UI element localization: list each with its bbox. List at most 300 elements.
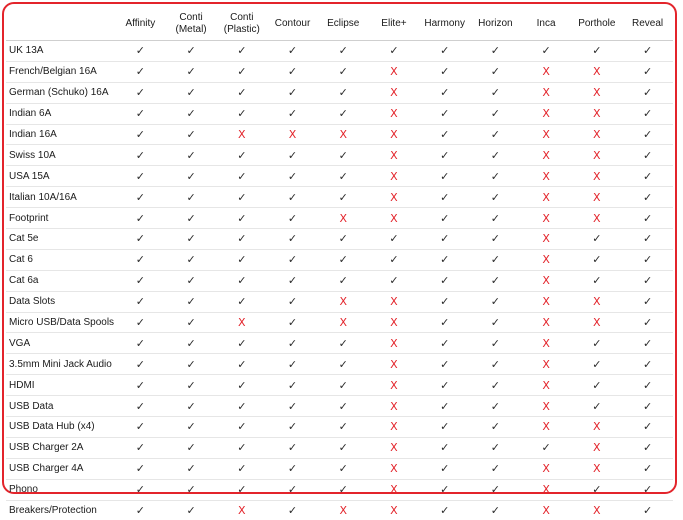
table-row: [6, 375, 673, 396]
support-cell: [622, 375, 673, 396]
support-cell: [369, 41, 420, 62]
cross-mark-icon: X: [542, 462, 550, 475]
support-cell: [470, 82, 521, 103]
support-cell: [470, 417, 521, 438]
support-cell: [267, 61, 318, 82]
support-cell: [318, 333, 369, 354]
table-row: [6, 103, 673, 124]
support-cell: [115, 187, 166, 208]
cross-mark-icon: X: [390, 128, 398, 141]
support-cell: [166, 291, 217, 312]
support-cell: [521, 166, 572, 187]
row-label: USB Charger 2A: [6, 437, 115, 458]
check-mark-icon: ✓: [542, 441, 551, 454]
check-mark-icon: ✓: [339, 107, 348, 120]
check-mark-icon: ✓: [643, 232, 652, 245]
check-mark-icon: ✓: [136, 149, 145, 162]
support-cell: [470, 103, 521, 124]
check-mark-icon: ✓: [491, 212, 500, 225]
check-mark-icon: ✓: [643, 462, 652, 475]
support-cell: [521, 145, 572, 166]
check-mark-icon: ✓: [136, 337, 145, 350]
check-mark-icon: ✓: [186, 379, 195, 392]
column-header: Conti (Plastic): [216, 8, 267, 41]
check-mark-icon: ✓: [288, 170, 297, 183]
check-mark-icon: ✓: [592, 379, 601, 392]
support-cell: [318, 500, 369, 520]
check-mark-icon: ✓: [643, 295, 652, 308]
check-mark-icon: ✓: [288, 107, 297, 120]
support-cell: [622, 145, 673, 166]
cross-mark-icon: X: [390, 107, 398, 120]
support-cell: [419, 208, 470, 229]
row-label: Swiss 10A: [6, 145, 115, 166]
support-cell: [267, 124, 318, 145]
support-cell: [622, 229, 673, 250]
support-cell: [419, 354, 470, 375]
cross-mark-icon: X: [390, 212, 398, 225]
support-cell: [419, 145, 470, 166]
cross-mark-icon: X: [390, 504, 398, 517]
support-cell: [622, 41, 673, 62]
cross-mark-icon: X: [542, 232, 550, 245]
check-mark-icon: ✓: [592, 274, 601, 287]
check-mark-icon: ✓: [288, 191, 297, 204]
check-mark-icon: ✓: [288, 316, 297, 329]
check-mark-icon: ✓: [237, 358, 246, 371]
check-mark-icon: ✓: [237, 232, 246, 245]
support-cell: [521, 354, 572, 375]
check-mark-icon: ✓: [136, 483, 145, 496]
cross-mark-icon: X: [390, 483, 398, 496]
support-cell: [622, 396, 673, 417]
check-mark-icon: ✓: [440, 65, 449, 78]
support-cell: [521, 187, 572, 208]
support-cell: [318, 187, 369, 208]
column-header: Porthole: [571, 8, 622, 41]
check-mark-icon: ✓: [440, 441, 449, 454]
column-header: Elite+: [369, 8, 420, 41]
support-cell: [470, 124, 521, 145]
support-cell: [622, 61, 673, 82]
support-cell: [419, 291, 470, 312]
check-mark-icon: ✓: [440, 504, 449, 517]
check-mark-icon: ✓: [339, 170, 348, 183]
cross-mark-icon: X: [593, 128, 601, 141]
support-cell: [521, 291, 572, 312]
check-mark-icon: ✓: [186, 149, 195, 162]
check-mark-icon: ✓: [237, 191, 246, 204]
check-mark-icon: ✓: [288, 274, 297, 287]
support-cell: [521, 312, 572, 333]
support-cell: [216, 333, 267, 354]
check-mark-icon: ✓: [186, 462, 195, 475]
table-row: [6, 61, 673, 82]
check-mark-icon: ✓: [592, 232, 601, 245]
support-cell: [369, 229, 420, 250]
support-cell: [267, 437, 318, 458]
check-mark-icon: ✓: [643, 149, 652, 162]
support-cell: [267, 270, 318, 291]
check-mark-icon: ✓: [491, 253, 500, 266]
support-cell: [166, 417, 217, 438]
row-label: Cat 5e: [6, 229, 115, 250]
cross-mark-icon: X: [542, 170, 550, 183]
support-cell: [521, 103, 572, 124]
support-cell: [470, 354, 521, 375]
support-cell: [622, 187, 673, 208]
support-cell: [115, 396, 166, 417]
support-cell: [369, 396, 420, 417]
table-row: [6, 41, 673, 62]
support-cell: [166, 375, 217, 396]
support-cell: [521, 270, 572, 291]
row-label: USB Data: [6, 396, 115, 417]
row-label: French/Belgian 16A: [6, 61, 115, 82]
check-mark-icon: ✓: [136, 295, 145, 308]
support-cell: [369, 312, 420, 333]
cross-mark-icon: X: [542, 504, 550, 517]
support-cell: [267, 82, 318, 103]
row-label: Cat 6: [6, 249, 115, 270]
check-mark-icon: ✓: [237, 170, 246, 183]
support-cell: [318, 145, 369, 166]
support-cell: [115, 82, 166, 103]
check-mark-icon: ✓: [237, 65, 246, 78]
check-mark-icon: ✓: [491, 107, 500, 120]
support-cell: [419, 249, 470, 270]
table-row: [6, 500, 673, 520]
cross-mark-icon: X: [238, 128, 246, 141]
check-mark-icon: ✓: [136, 86, 145, 99]
check-mark-icon: ✓: [491, 232, 500, 245]
check-mark-icon: ✓: [288, 441, 297, 454]
check-mark-icon: ✓: [440, 191, 449, 204]
check-mark-icon: ✓: [186, 295, 195, 308]
row-label: Data Slots: [6, 291, 115, 312]
check-mark-icon: ✓: [186, 400, 195, 413]
check-mark-icon: ✓: [288, 358, 297, 371]
support-cell: [419, 500, 470, 520]
support-cell: [267, 229, 318, 250]
support-cell: [419, 187, 470, 208]
support-cell: [521, 208, 572, 229]
support-cell: [216, 124, 267, 145]
support-cell: [470, 458, 521, 479]
support-cell: [267, 145, 318, 166]
check-mark-icon: ✓: [136, 253, 145, 266]
support-cell: [216, 103, 267, 124]
check-mark-icon: ✓: [136, 358, 145, 371]
column-header: Conti (Metal): [166, 8, 217, 41]
row-label: USB Charger 4A: [6, 458, 115, 479]
check-mark-icon: ✓: [339, 441, 348, 454]
check-mark-icon: ✓: [136, 191, 145, 204]
row-label: 3.5mm Mini Jack Audio: [6, 354, 115, 375]
support-cell: [622, 270, 673, 291]
support-cell: [419, 375, 470, 396]
check-mark-icon: ✓: [136, 44, 145, 57]
cross-mark-icon: X: [390, 400, 398, 413]
support-cell: [216, 229, 267, 250]
check-mark-icon: ✓: [643, 191, 652, 204]
cross-mark-icon: X: [542, 128, 550, 141]
check-mark-icon: ✓: [237, 295, 246, 308]
comparison-table-frame: [2, 2, 677, 494]
support-cell: [115, 270, 166, 291]
check-mark-icon: ✓: [389, 274, 398, 287]
check-mark-icon: ✓: [440, 316, 449, 329]
check-mark-icon: ✓: [339, 358, 348, 371]
check-mark-icon: ✓: [643, 483, 652, 496]
check-mark-icon: ✓: [237, 44, 246, 57]
check-mark-icon: ✓: [288, 253, 297, 266]
support-cell: [115, 41, 166, 62]
support-cell: [166, 312, 217, 333]
cross-mark-icon: X: [390, 358, 398, 371]
support-cell: [216, 479, 267, 500]
support-cell: [216, 145, 267, 166]
check-mark-icon: ✓: [288, 212, 297, 225]
check-mark-icon: ✓: [186, 420, 195, 433]
check-mark-icon: ✓: [491, 170, 500, 183]
support-cell: [521, 333, 572, 354]
cross-mark-icon: X: [289, 128, 297, 141]
check-mark-icon: ✓: [542, 44, 551, 57]
support-cell: [521, 500, 572, 520]
check-mark-icon: ✓: [643, 212, 652, 225]
check-mark-icon: ✓: [136, 462, 145, 475]
check-mark-icon: ✓: [592, 400, 601, 413]
support-cell: [571, 291, 622, 312]
check-mark-icon: ✓: [186, 337, 195, 350]
support-cell: [267, 479, 318, 500]
table-body: [6, 41, 673, 520]
row-label: Italian 10A/16A: [6, 187, 115, 208]
check-mark-icon: ✓: [186, 86, 195, 99]
cross-mark-icon: X: [390, 149, 398, 162]
table-row: [6, 437, 673, 458]
check-mark-icon: ✓: [186, 191, 195, 204]
check-mark-icon: ✓: [491, 504, 500, 517]
check-mark-icon: ✓: [643, 128, 652, 141]
table-row: [6, 166, 673, 187]
check-mark-icon: ✓: [440, 358, 449, 371]
check-mark-icon: ✓: [491, 65, 500, 78]
support-cell: [571, 417, 622, 438]
cross-mark-icon: X: [390, 191, 398, 204]
support-cell: [166, 103, 217, 124]
support-cell: [571, 61, 622, 82]
check-mark-icon: ✓: [440, 483, 449, 496]
cross-mark-icon: X: [542, 107, 550, 120]
check-mark-icon: ✓: [339, 337, 348, 350]
check-mark-icon: ✓: [491, 483, 500, 496]
support-cell: [267, 41, 318, 62]
support-cell: [419, 333, 470, 354]
support-cell: [571, 437, 622, 458]
cross-mark-icon: X: [542, 379, 550, 392]
support-cell: [166, 500, 217, 520]
support-cell: [521, 229, 572, 250]
check-mark-icon: ✓: [440, 86, 449, 99]
support-cell: [369, 354, 420, 375]
table-row: [6, 145, 673, 166]
check-mark-icon: ✓: [186, 170, 195, 183]
check-mark-icon: ✓: [288, 86, 297, 99]
support-cell: [318, 61, 369, 82]
check-mark-icon: ✓: [136, 420, 145, 433]
support-cell: [318, 479, 369, 500]
support-cell: [115, 229, 166, 250]
check-mark-icon: ✓: [339, 191, 348, 204]
table-row: [6, 82, 673, 103]
support-cell: [166, 479, 217, 500]
check-mark-icon: ✓: [288, 462, 297, 475]
support-cell: [470, 500, 521, 520]
support-cell: [571, 229, 622, 250]
support-cell: [166, 249, 217, 270]
support-cell: [115, 291, 166, 312]
check-mark-icon: ✓: [643, 420, 652, 433]
check-mark-icon: ✓: [440, 170, 449, 183]
check-mark-icon: ✓: [643, 274, 652, 287]
row-label: Micro USB/Data Spools: [6, 312, 115, 333]
support-cell: [318, 270, 369, 291]
check-mark-icon: ✓: [237, 379, 246, 392]
support-cell: [115, 479, 166, 500]
check-mark-icon: ✓: [288, 337, 297, 350]
support-cell: [216, 291, 267, 312]
support-cell: [267, 396, 318, 417]
cross-mark-icon: X: [390, 295, 398, 308]
cross-mark-icon: X: [542, 86, 550, 99]
column-header: Affinity: [115, 8, 166, 41]
support-cell: [166, 270, 217, 291]
support-cell: [470, 479, 521, 500]
support-cell: [166, 124, 217, 145]
support-cell: [369, 187, 420, 208]
support-cell: [369, 437, 420, 458]
cross-mark-icon: X: [542, 65, 550, 78]
check-mark-icon: ✓: [237, 212, 246, 225]
support-cell: [267, 333, 318, 354]
support-cell: [369, 208, 420, 229]
table-row: [6, 270, 673, 291]
support-cell: [115, 61, 166, 82]
support-cell: [216, 458, 267, 479]
support-cell: [216, 166, 267, 187]
check-mark-icon: ✓: [440, 274, 449, 287]
cross-mark-icon: X: [390, 86, 398, 99]
support-cell: [318, 417, 369, 438]
support-cell: [419, 396, 470, 417]
support-cell: [216, 270, 267, 291]
cross-mark-icon: X: [593, 462, 601, 475]
support-cell: [267, 166, 318, 187]
support-cell: [267, 417, 318, 438]
row-label: Breakers/Protection: [6, 500, 115, 520]
support-cell: [216, 437, 267, 458]
support-cell: [369, 82, 420, 103]
support-cell: [216, 375, 267, 396]
support-cell: [470, 166, 521, 187]
support-cell: [166, 61, 217, 82]
support-cell: [318, 249, 369, 270]
support-cell: [521, 479, 572, 500]
check-mark-icon: ✓: [339, 86, 348, 99]
check-mark-icon: ✓: [237, 107, 246, 120]
cross-mark-icon: X: [593, 212, 601, 225]
support-cell: [571, 375, 622, 396]
check-mark-icon: ✓: [643, 441, 652, 454]
support-cell: [571, 333, 622, 354]
check-mark-icon: ✓: [136, 400, 145, 413]
check-mark-icon: ✓: [136, 128, 145, 141]
support-cell: [216, 208, 267, 229]
support-cell: [166, 229, 217, 250]
support-cell: [571, 312, 622, 333]
check-mark-icon: ✓: [136, 212, 145, 225]
support-cell: [470, 396, 521, 417]
check-mark-icon: ✓: [237, 420, 246, 433]
row-label: Indian 6A: [6, 103, 115, 124]
support-cell: [571, 396, 622, 417]
support-cell: [166, 333, 217, 354]
check-mark-icon: ✓: [491, 149, 500, 162]
cross-mark-icon: X: [238, 316, 246, 329]
check-mark-icon: ✓: [440, 420, 449, 433]
cross-mark-icon: X: [542, 337, 550, 350]
cross-mark-icon: X: [593, 149, 601, 162]
cross-mark-icon: X: [542, 274, 550, 287]
cross-mark-icon: X: [593, 170, 601, 183]
support-cell: [571, 208, 622, 229]
check-mark-icon: ✓: [491, 337, 500, 350]
check-mark-icon: ✓: [186, 274, 195, 287]
cross-mark-icon: X: [593, 295, 601, 308]
check-mark-icon: ✓: [186, 128, 195, 141]
cross-mark-icon: X: [339, 295, 347, 308]
check-mark-icon: ✓: [136, 274, 145, 287]
support-cell: [622, 458, 673, 479]
cross-mark-icon: X: [542, 253, 550, 266]
cross-mark-icon: X: [390, 462, 398, 475]
check-mark-icon: ✓: [136, 441, 145, 454]
check-mark-icon: ✓: [440, 400, 449, 413]
cross-mark-icon: X: [593, 107, 601, 120]
support-cell: [419, 312, 470, 333]
table-row: [6, 312, 673, 333]
cross-mark-icon: X: [390, 65, 398, 78]
check-mark-icon: ✓: [491, 191, 500, 204]
support-cell: [419, 229, 470, 250]
cross-mark-icon: X: [542, 358, 550, 371]
support-cell: [369, 166, 420, 187]
support-cell: [115, 500, 166, 520]
support-cell: [267, 291, 318, 312]
support-cell: [267, 354, 318, 375]
support-cell: [470, 145, 521, 166]
support-cell: [419, 103, 470, 124]
check-mark-icon: ✓: [339, 274, 348, 287]
support-cell: [166, 82, 217, 103]
check-mark-icon: ✓: [288, 65, 297, 78]
check-mark-icon: ✓: [339, 462, 348, 475]
check-mark-icon: ✓: [440, 462, 449, 475]
table-row: [6, 187, 673, 208]
support-cell: [521, 61, 572, 82]
